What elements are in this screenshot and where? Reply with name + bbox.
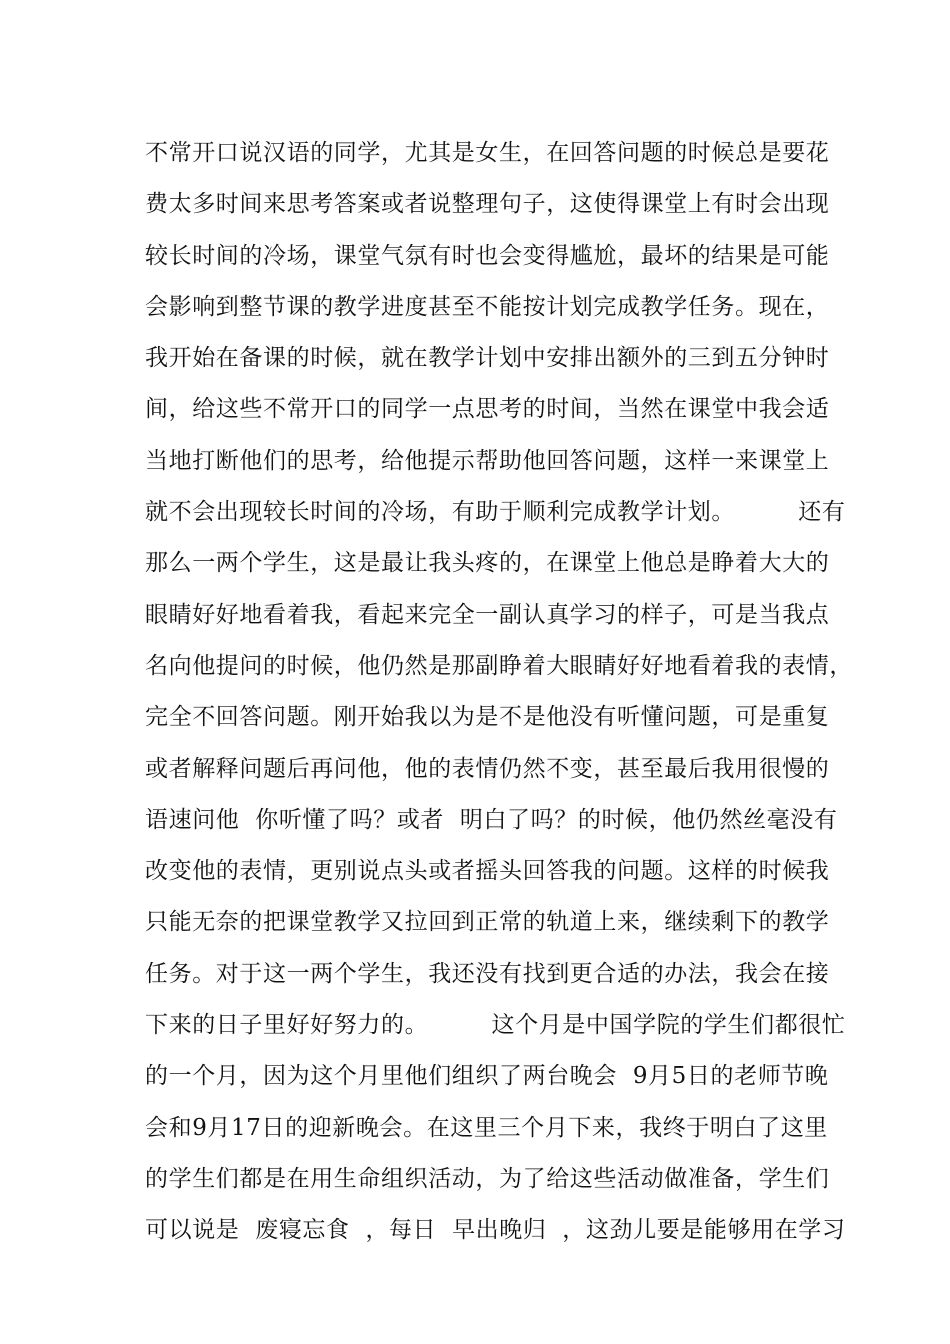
text-line: 下来的日子里好好努力的。 这个月是中国学院的学生们都很忙 xyxy=(145,1012,846,1039)
text-line: 眼睛好好地看着我，看起来完全一副认真学习的样子，可是当我点 xyxy=(145,601,830,628)
text-line: 的学生们都是在用生命组织活动，为了给这些活动做准备，学生们 xyxy=(145,1165,830,1192)
text-line: 可以说是 废寝忘食 ，每日 早出晚归 ，这劲儿要是能够用在学习 xyxy=(145,1217,846,1244)
text-line: 费太多时间来思考答案或者说整理句子，这使得课堂上有时会出现 xyxy=(145,191,830,218)
text-line: 只能无奈的把课堂教学又拉回到正常的轨道上来，继续剩下的教学 xyxy=(145,909,830,936)
text-line: 间，给这些不常开口的同学一点思考的时间，当然在课堂中我会适 xyxy=(145,396,830,423)
text-line: 任务。对于这一两个学生，我还没有找到更合适的办法，我会在接 xyxy=(145,960,830,987)
text-line: 语速问他 你听懂了吗？或者 明白了吗？的时候，他仍然丝毫没有 xyxy=(145,806,838,833)
text-line: 不常开口说汉语的同学，尤其是女生，在回答问题的时候总是要花 xyxy=(145,140,830,166)
text-line: 名向他提问的时候，他仍然是那副睁着大眼睛好好地看着我的表情， xyxy=(145,652,853,679)
text-line: 或者解释问题后再问他，他的表情仍然不变，甚至最后我用很慢的 xyxy=(145,755,830,782)
body-text xyxy=(145,128,853,1257)
text-line: 就不会出现较长时间的冷场，有助于顺利完成教学计划。 还有 xyxy=(145,499,846,526)
text-line: 改变他的表情，更别说点头或者摇头回答我的问题。这样的时候我 xyxy=(145,858,830,885)
text-line: 会和9月17日的迎新晚会。在这里三个月下来，我终于明白了这里 xyxy=(145,1114,828,1141)
text-line: 会影响到整节课的教学进度甚至不能按计划完成教学任务。现在， xyxy=(145,293,830,320)
text-line: 当地打断他们的思考，给他提示帮助他回答问题，这样一来课堂上 xyxy=(145,447,830,474)
text-line: 那么一两个学生，这是最让我头疼的，在课堂上他总是睁着大大的 xyxy=(145,550,830,577)
text-line: 较长时间的冷场，课堂气氛有时也会变得尴尬，最坏的结果是可能 xyxy=(145,242,830,269)
text-line: 完全不回答问题。刚开始我以为是不是他没有听懂问题，可是重复 xyxy=(145,704,830,731)
text-line: 的一个月，因为这个月里他们组织了两台晚会 9月5日的老师节晚 xyxy=(145,1063,829,1090)
text-line: 我开始在备课的时候，就在教学计划中安排出额外的三到五分钟时 xyxy=(145,345,830,372)
